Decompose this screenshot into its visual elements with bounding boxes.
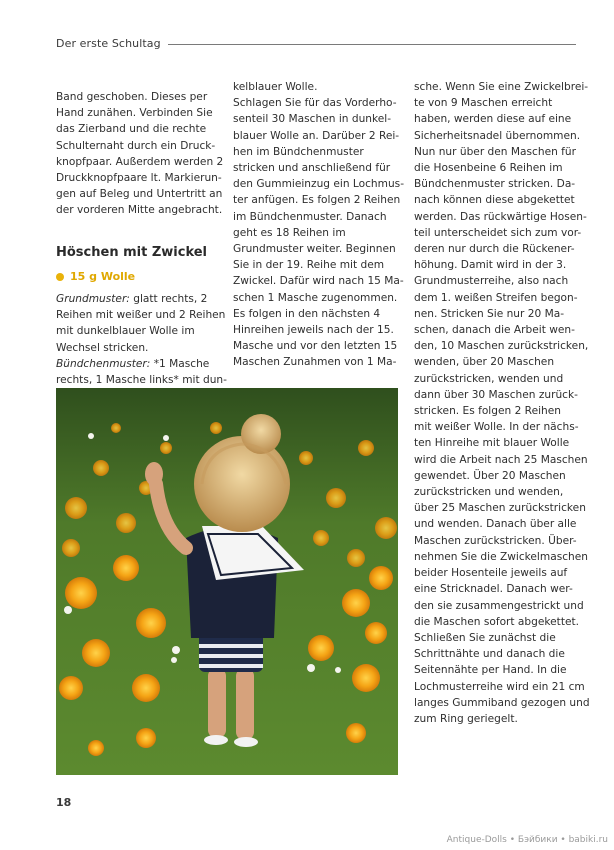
text-line: Band geschoben. Dieses per: [56, 91, 208, 103]
materials-line: [56, 269, 226, 285]
text-line: den Gummieinzug ein Lochmus-: [233, 178, 405, 191]
text-line: mit weißer Wolle. In der nächs-: [414, 421, 579, 434]
text-line: im Bündchenmuster. Danach: [233, 210, 387, 223]
text-line: der vorderen Mitte angebracht.: [56, 204, 223, 217]
text-line: Schlagen Sie für das Vorderho-: [233, 97, 397, 110]
text-line: sche. Wenn Sie eine Zwickelbrei-: [414, 81, 589, 93]
text-line: deren nur durch die Rückener-: [414, 243, 575, 256]
pattern-text: glatt rechts, 2: [129, 293, 208, 306]
pattern-label: Grundmuster:: [56, 293, 130, 306]
text-line: höhung. Damit wird in der 3.: [414, 259, 567, 272]
text-line: Maschen Zunahmen von 1 Ma-: [233, 356, 397, 369]
text-line: gewendet. Über 20 Maschen: [414, 469, 566, 482]
page-number: 18: [56, 796, 72, 809]
cuff-label: Bündchenmuster:: [56, 357, 151, 370]
column-1: [56, 89, 226, 388]
text-line: beider Hosenteile jeweils auf: [414, 567, 568, 580]
text-line: Maschen zurückstricken. Über-: [414, 534, 577, 547]
text-line: hen im Bündchenmuster: [233, 145, 364, 158]
text-line: Nun nur über den Maschen für: [414, 145, 576, 158]
text-line: Schließen Sie zunächst die: [414, 631, 556, 644]
text-line: Schrittnähte und danach die: [414, 648, 565, 661]
text-line: knopfpaar. Außerdem werden 2: [56, 155, 224, 168]
text-line: über 25 Maschen zurückstricken: [414, 502, 586, 515]
text-line: ten Hinreihe mit blauer Wolle: [414, 437, 570, 450]
intro-paragraph: [56, 89, 226, 219]
text-line: wenden, über 20 Maschen: [414, 356, 555, 369]
text-line: Masche und vor den letzten 15: [233, 340, 398, 353]
text-line: den sie zusammengestrickt und: [414, 599, 584, 612]
text-line: senteil 30 Maschen in dunkel-: [233, 113, 392, 126]
text-line: langes Gummiband gezogen und: [414, 696, 590, 709]
text-line: gen auf Beleg und Untertritt an: [56, 188, 223, 201]
text-line: dann über 30 Maschen zurück-: [414, 388, 578, 401]
doll-photo: [56, 388, 398, 775]
text-line: Grundmusterreihe, also nach: [414, 275, 569, 288]
text-line: Es folgen in den nächsten 4: [233, 307, 381, 320]
text-line: nen. Stricken Sie nur 20 Ma-: [414, 307, 565, 320]
section-title: Höschen mit Zwickel: [56, 244, 208, 260]
text-line: schen, danach die Arbeit wen-: [414, 324, 575, 337]
text-line: Hand zunähen. Verbinden Sie: [56, 107, 213, 120]
text-line: ter anfügen. Es folgen 2 Reihen: [233, 194, 401, 207]
text-line: nach können diese abgekettet: [414, 194, 575, 207]
text-line: Grundmuster weiter. Beginnen: [233, 243, 396, 256]
text-line: [56, 291, 226, 307]
text-line: Schulternaht durch ein Druck-: [56, 139, 216, 152]
text-line: Reihen mit weißer und 2 Reihen: [56, 309, 226, 322]
text-line: und wenden. Danach über alle: [414, 518, 577, 531]
text-line: geht es 18 Reihen im: [233, 226, 346, 239]
text-line: den, 10 Maschen zurückstricken,: [414, 340, 589, 353]
running-header: Der erste Schultag: [56, 37, 161, 50]
text-line: das Zierband und die rechte: [56, 123, 207, 136]
text-line: nehmen Sie die Zwickelmaschen: [414, 550, 588, 563]
text-line: schen 1 Masche zugenommen.: [233, 291, 398, 304]
text-line: te von 9 Maschen erreicht: [414, 97, 553, 110]
watermark: Antique-Dolls • Бэйбики • babiki.ru: [446, 835, 608, 845]
text-line: Sicherheitsnadel übernommen.: [414, 129, 581, 142]
text-line: stricken. Es folgen 2 Reihen: [414, 405, 561, 418]
text-line: Seitennähte per Hand. In die: [414, 664, 567, 677]
text-line: kelblauer Wolle.: [233, 81, 318, 93]
text-line: [56, 356, 226, 372]
pattern-paragraph: [56, 291, 226, 388]
text-line: Bündchenmuster stricken. Da-: [414, 178, 576, 191]
bullet-dot-icon: [56, 273, 64, 281]
text-line: teil unterscheidet sich zum vor-: [414, 226, 582, 239]
text-line: mit dunkelblauer Wolle im: [56, 325, 195, 338]
text-line: stricken und anschließend für: [233, 162, 391, 175]
text-line: wird die Arbeit nach 25 Maschen: [414, 453, 588, 466]
text-line: eine Stricknadel. Danach wer-: [414, 583, 573, 596]
text-line: Wechsel stricken.: [56, 341, 149, 354]
header-rule: [168, 44, 576, 45]
doll-illustration: [56, 388, 398, 775]
text-line: Hinreihen jeweils nach der 15.: [233, 324, 394, 337]
column-2: [233, 79, 405, 371]
materials-text: 15 g Wolle: [70, 269, 136, 283]
text-line: rechts, 1 Masche links* mit dun-: [56, 374, 227, 387]
text-line: Druckknopfpaare lt. Markierun-: [56, 172, 222, 185]
text-line: werden. Das rückwärtige Hosen-: [414, 210, 587, 223]
text-line: zurückstricken, wenden und: [414, 372, 564, 385]
cuff-text: *1 Masche: [150, 357, 210, 370]
text-line: die Maschen sofort abgekettet.: [414, 615, 580, 628]
text-line: Zwickel. Dafür wird nach 15 Ma-: [233, 275, 404, 288]
text-line: haben, werden diese auf eine: [414, 113, 572, 126]
column-3: [414, 79, 590, 727]
text-line: blauer Wolle an. Darüber 2 Rei-: [233, 129, 400, 142]
text-line: Sie in der 19. Reihe mit dem: [233, 259, 385, 272]
text-line: Lochmusterreihe wird ein 21 cm: [414, 680, 585, 693]
text-line: dem 1. weißen Streifen begon-: [414, 291, 578, 304]
text-line: zurückstricken und wenden,: [414, 486, 564, 499]
text-line: zum Ring geriegelt.: [414, 712, 518, 725]
text-line: die Hosenbeine 6 Reihen im: [414, 162, 563, 175]
